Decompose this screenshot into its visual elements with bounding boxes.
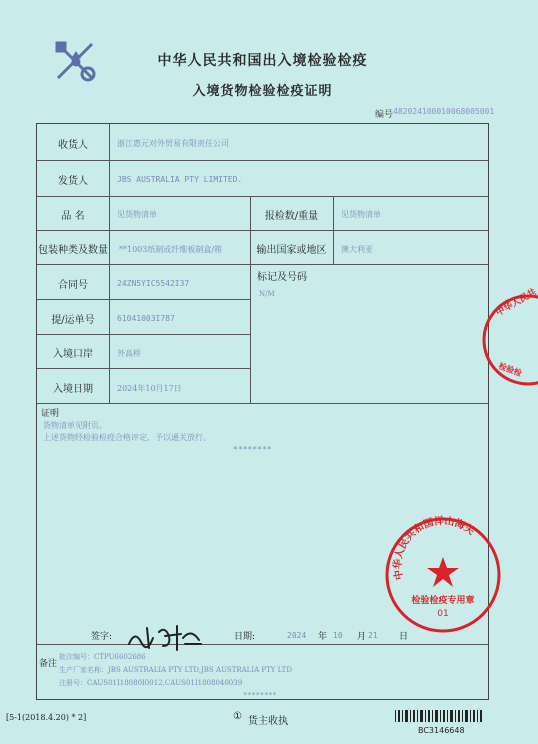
svg-text:中华人民共和国洋山海关: 中华人民共和国洋山海关 <box>392 515 477 581</box>
label-bl: 提/运单号 <box>51 315 95 326</box>
sign-month: 10 <box>333 631 343 640</box>
svg-text:中华人民共: 中华人民共 <box>494 287 538 319</box>
label-port: 入境口岸 <box>53 349 93 360</box>
remarks-line-2: 生产厂家名称：JBS AUSTRALIA PTY LTD,JBS AUSTRALIA PTY LTD <box>59 666 292 674</box>
proof-line-2: 上述货物经检验检疫合格评定，予以通关放行。 <box>43 433 211 442</box>
form-code: [5-1(2018.4.20) * 2] <box>6 713 87 722</box>
label-consignor: 发货人 <box>58 176 88 187</box>
sign-year-unit: 年 <box>318 632 328 642</box>
proof-stars: ******** <box>233 445 272 454</box>
label-signature: 签字: <box>91 632 113 642</box>
label-date: 入境日期 <box>53 384 93 395</box>
label-packaging: 包装种类及数量 <box>38 245 108 256</box>
cert-number <box>375 107 495 120</box>
remarks-stars: ******** <box>243 691 277 699</box>
value-date: 2024年10月17日 <box>117 384 182 393</box>
label-goods: 品 名 <box>61 211 85 222</box>
value-contract: 24ZN5YIC5542I37 <box>117 279 190 288</box>
svg-text:检验检: 检验检 <box>497 361 523 379</box>
value-goods: 见货物清单 <box>117 210 157 219</box>
label-quantity: 报检数/重量 <box>264 211 319 222</box>
value-origin: 澳大利亚 <box>341 245 373 254</box>
value-port: 外高桥 <box>117 349 141 358</box>
value-marks: N/M <box>259 290 275 298</box>
label-origin: 输出国家或地区 <box>256 245 327 256</box>
sign-year: 2024 <box>287 631 307 640</box>
copy-number: ① <box>233 711 242 722</box>
label-sign-date: 日期: <box>234 632 256 642</box>
label-contract: 合同号 <box>58 280 88 291</box>
value-consignor: JBS AUSTRALIA PTY LIMITED. <box>117 175 243 184</box>
value-quantity: 见货物清单 <box>341 210 381 219</box>
copy-label: 货主收执 <box>248 716 288 727</box>
svg-text:01: 01 <box>437 609 449 619</box>
barcode-text: BC3146648 <box>418 726 465 735</box>
sign-day: 21 <box>368 631 378 640</box>
header-subtitle: 入境货物检验检疫证明 <box>192 84 333 99</box>
handwritten-signature <box>125 622 205 656</box>
header-title: 中华人民共和国出入境检验检疫 <box>157 53 368 69</box>
label-marks: 标记及号码 <box>257 272 307 283</box>
proof-line-1: 货物清单见附页。 <box>43 421 107 430</box>
cert-number-value: 482024100010068005001 <box>393 107 495 116</box>
value-bl: 61041003I787 <box>117 314 175 323</box>
remarks-line-1: 批次编号：CTPU6602686 <box>59 653 146 661</box>
label-proof: 证明 <box>41 409 60 419</box>
label-consignee: 收货人 <box>58 140 88 151</box>
sign-month-unit: 月 <box>357 632 367 642</box>
value-packaging: **1003纸制或纤维板制盒/箱 <box>119 245 223 254</box>
remarks-line-3: 注册号：CAUS01I18080I0012,CAUS01I1808040039 <box>59 679 243 687</box>
label-remarks: 备注 <box>39 659 58 669</box>
partial-seal-stamp <box>478 287 538 394</box>
value-consignee: 浙江惠元对外贸易有限责任公司 <box>117 139 229 148</box>
svg-text:检验检疫专用章: 检验检疫专用章 <box>411 596 475 606</box>
official-seal-stamp <box>383 515 503 639</box>
cert-number-label: 编号 <box>375 110 394 120</box>
sign-day-unit: 日 <box>399 632 409 642</box>
